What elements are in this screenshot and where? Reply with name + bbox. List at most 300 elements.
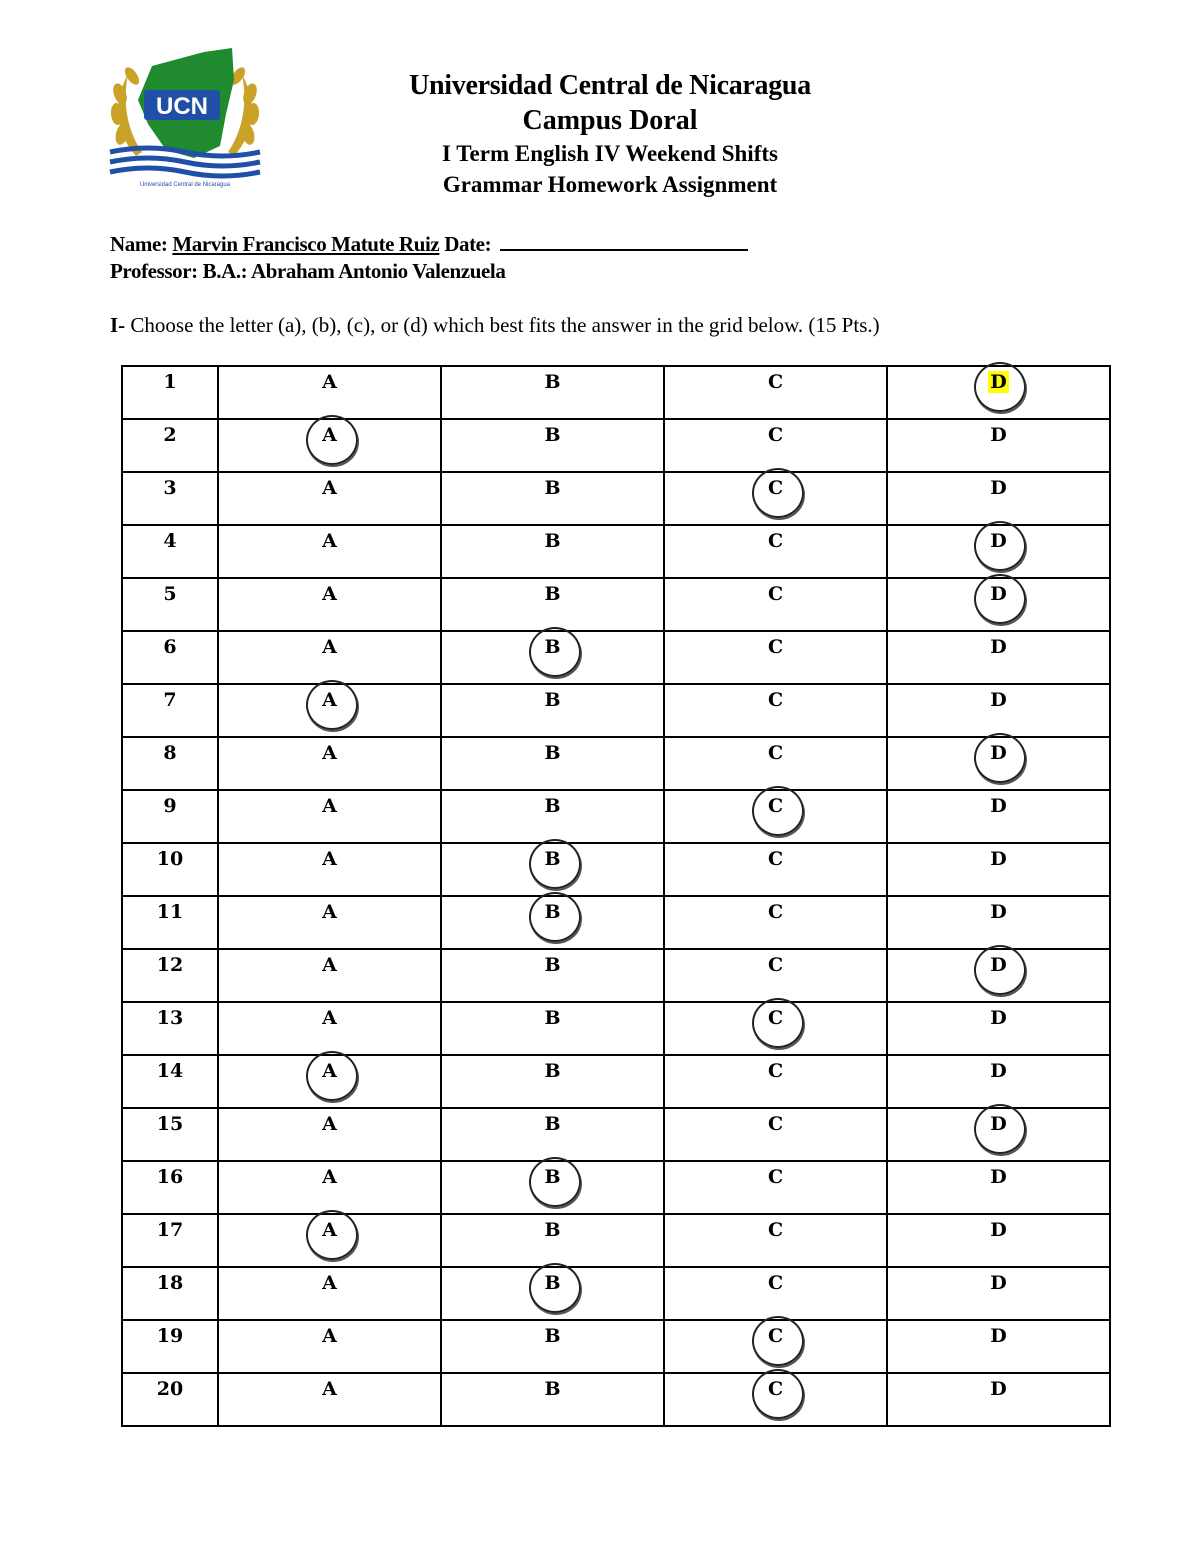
question-number-text: 13 — [156, 1007, 184, 1029]
option-letter: D — [990, 530, 1007, 552]
question-number-text: 17 — [156, 1219, 184, 1241]
wave-3 — [110, 168, 260, 176]
question-number-text: 7 — [163, 689, 177, 711]
option-d-cell[interactable] — [887, 366, 1110, 419]
option-a-cell[interactable] — [218, 631, 441, 684]
question-row — [122, 1108, 1110, 1161]
option-letter: A — [322, 689, 337, 711]
instruction — [110, 313, 880, 338]
option-mark — [544, 847, 560, 871]
option-d-cell[interactable] — [887, 419, 1110, 472]
question-number-text: 14 — [156, 1060, 184, 1082]
option-b-cell[interactable] — [441, 1267, 664, 1320]
instruction-text: Choose the letter (a), (b), (c), or (d) which best fits the answer in the grid below. (15 Pts.) — [130, 313, 880, 337]
option-mark — [322, 953, 337, 977]
option-mark — [544, 1271, 560, 1295]
option-d-cell[interactable] — [887, 1055, 1110, 1108]
option-mark — [768, 847, 783, 871]
answer-grid — [121, 365, 1111, 1427]
question-number — [122, 419, 218, 472]
option-d-cell[interactable] — [887, 1267, 1110, 1320]
wave-2 — [110, 158, 260, 166]
question-number-text: 3 — [163, 477, 177, 499]
option-mark — [322, 1112, 337, 1136]
option-c-cell[interactable] — [664, 737, 887, 790]
section-number: I- — [110, 313, 126, 337]
option-mark — [990, 900, 1006, 924]
question-number-text: 12 — [156, 954, 184, 976]
option-c-cell[interactable] — [664, 790, 887, 843]
question-number — [122, 896, 218, 949]
question-number — [122, 1320, 218, 1373]
question-number-text: 19 — [156, 1325, 184, 1347]
option-letter: D — [990, 1060, 1007, 1082]
option-mark — [768, 1112, 783, 1136]
question-number — [122, 1373, 218, 1426]
option-letter: A — [322, 1166, 337, 1188]
option-c-cell[interactable] — [664, 949, 887, 1002]
option-d-cell[interactable] — [887, 737, 1110, 790]
option-mark — [322, 1165, 337, 1189]
option-b-cell[interactable] — [441, 790, 664, 843]
option-letter: C — [767, 1113, 784, 1135]
option-mark — [768, 1377, 783, 1401]
option-letter: D — [990, 901, 1007, 923]
option-c-cell[interactable] — [664, 1214, 887, 1267]
option-mark — [544, 1112, 560, 1136]
option-letter: C — [767, 1007, 784, 1029]
question-number-text: 8 — [163, 742, 177, 764]
assignment-title: Grammar Homework Assignment — [442, 172, 778, 197]
option-mark — [322, 741, 337, 765]
campus-title: Campus Doral — [522, 105, 698, 136]
option-letter: A — [322, 477, 337, 499]
option-letter: D — [990, 954, 1007, 976]
option-letter: B — [544, 371, 561, 393]
option-mark — [768, 794, 783, 818]
logo-text: UCN — [156, 93, 208, 120]
option-mark — [322, 900, 337, 924]
question-row — [122, 1055, 1110, 1108]
option-letter: C — [767, 530, 784, 552]
question-number — [122, 1161, 218, 1214]
option-a-cell[interactable] — [218, 1320, 441, 1373]
option-mark — [990, 741, 1006, 765]
option-mark — [544, 1059, 560, 1083]
option-letter: D — [990, 1272, 1007, 1294]
option-letter: A — [322, 636, 337, 658]
option-letter: B — [544, 1113, 561, 1135]
option-letter: A — [322, 742, 337, 764]
option-letter: D — [990, 1113, 1007, 1135]
option-b-cell[interactable] — [441, 1161, 664, 1214]
option-letter: B — [544, 1272, 561, 1294]
option-c-cell[interactable] — [664, 1161, 887, 1214]
option-mark — [768, 476, 783, 500]
option-b-cell[interactable] — [441, 1055, 664, 1108]
option-mark — [544, 529, 560, 553]
question-row — [122, 896, 1110, 949]
question-row — [122, 949, 1110, 1002]
option-mark — [988, 370, 1008, 394]
option-mark — [990, 1377, 1006, 1401]
option-c-cell[interactable] — [664, 578, 887, 631]
option-mark — [322, 635, 337, 659]
option-mark — [768, 1165, 783, 1189]
question-row — [122, 1214, 1110, 1267]
option-letter: A — [322, 530, 337, 552]
option-b-cell[interactable] — [441, 578, 664, 631]
option-b-cell[interactable] — [441, 684, 664, 737]
option-letter: D — [990, 371, 1007, 393]
option-a-cell[interactable] — [218, 843, 441, 896]
name-label: Name: — [110, 232, 168, 256]
option-letter: D — [990, 848, 1007, 870]
option-letter: B — [544, 1325, 561, 1347]
question-number-text: 15 — [156, 1113, 184, 1135]
option-letter: D — [990, 742, 1007, 764]
question-row — [122, 843, 1110, 896]
option-mark — [544, 423, 560, 447]
option-letter: B — [544, 583, 561, 605]
option-letter: D — [990, 424, 1007, 446]
option-mark — [990, 1006, 1006, 1030]
professor-line — [110, 259, 505, 284]
option-a-cell[interactable] — [218, 472, 441, 525]
option-d-cell[interactable] — [887, 1108, 1110, 1161]
option-a-cell[interactable] — [218, 896, 441, 949]
option-a-cell[interactable] — [218, 790, 441, 843]
option-c-cell[interactable] — [664, 1267, 887, 1320]
name-line — [110, 231, 748, 257]
option-b-cell[interactable] — [441, 525, 664, 578]
question-row — [122, 737, 1110, 790]
option-mark — [768, 688, 783, 712]
option-b-cell[interactable] — [441, 1002, 664, 1055]
option-c-cell[interactable] — [664, 1002, 887, 1055]
option-mark — [990, 1324, 1006, 1348]
question-number — [122, 1214, 218, 1267]
question-row — [122, 790, 1110, 843]
option-mark — [544, 476, 560, 500]
option-c-cell[interactable] — [664, 1055, 887, 1108]
option-d-cell[interactable] — [887, 631, 1110, 684]
option-mark — [544, 1165, 560, 1189]
option-letter: D — [990, 1325, 1007, 1347]
option-letter: A — [322, 954, 337, 976]
option-mark — [768, 900, 783, 924]
option-letter: D — [990, 1166, 1007, 1188]
option-a-cell[interactable] — [218, 1161, 441, 1214]
option-d-cell[interactable] — [887, 790, 1110, 843]
question-number — [122, 1055, 218, 1108]
option-letter: B — [544, 954, 561, 976]
laurel-left — [110, 65, 142, 156]
option-c-cell[interactable] — [664, 896, 887, 949]
option-letter: D — [990, 477, 1007, 499]
option-mark — [544, 1218, 560, 1242]
option-letter: A — [322, 1113, 337, 1135]
option-c-cell[interactable] — [664, 1108, 887, 1161]
option-letter: C — [767, 424, 784, 446]
option-a-cell[interactable] — [218, 1373, 441, 1426]
option-letter: C — [767, 1060, 784, 1082]
option-letter: B — [544, 636, 561, 658]
option-d-cell[interactable] — [887, 896, 1110, 949]
option-d-cell[interactable] — [887, 843, 1110, 896]
option-mark — [322, 529, 337, 553]
option-mark — [322, 1218, 337, 1242]
option-letter: C — [767, 1378, 784, 1400]
option-letter: C — [767, 954, 784, 976]
option-mark — [544, 1324, 560, 1348]
option-d-cell[interactable] — [887, 1373, 1110, 1426]
option-a-cell[interactable] — [218, 419, 441, 472]
option-letter: D — [990, 1007, 1007, 1029]
option-mark — [768, 741, 783, 765]
option-b-cell[interactable] — [441, 419, 664, 472]
date-label: Date: — [444, 232, 492, 256]
option-mark — [768, 1218, 783, 1242]
option-mark — [544, 900, 560, 924]
option-mark — [990, 847, 1006, 871]
option-c-cell[interactable] — [664, 366, 887, 419]
question-row — [122, 1373, 1110, 1426]
option-letter: A — [322, 1272, 337, 1294]
option-d-cell[interactable] — [887, 578, 1110, 631]
option-d-cell[interactable] — [887, 949, 1110, 1002]
option-d-cell[interactable] — [887, 1320, 1110, 1373]
option-letter: C — [767, 371, 784, 393]
option-mark — [322, 1059, 337, 1083]
question-number-text: 10 — [156, 848, 184, 870]
option-mark — [768, 370, 783, 394]
university-title: Universidad Central de Nicaragua — [409, 70, 811, 101]
question-number-text: 16 — [156, 1166, 184, 1188]
option-b-cell[interactable] — [441, 1108, 664, 1161]
question-number-text: 9 — [163, 795, 177, 817]
option-mark — [544, 741, 560, 765]
option-a-cell[interactable] — [218, 737, 441, 790]
option-c-cell[interactable] — [664, 419, 887, 472]
option-b-cell[interactable] — [441, 472, 664, 525]
option-mark — [768, 1271, 783, 1295]
option-letter: A — [322, 1378, 337, 1400]
question-number-text: 4 — [163, 530, 177, 552]
option-mark — [322, 1271, 337, 1295]
option-mark — [322, 688, 337, 712]
option-c-cell[interactable] — [664, 472, 887, 525]
option-letter: B — [544, 424, 561, 446]
option-c-cell[interactable] — [664, 1373, 887, 1426]
option-b-cell[interactable] — [441, 1214, 664, 1267]
option-a-cell[interactable] — [218, 684, 441, 737]
option-mark — [768, 635, 783, 659]
option-mark — [990, 794, 1006, 818]
option-d-cell[interactable] — [887, 525, 1110, 578]
question-number-text: 2 — [163, 424, 177, 446]
question-row — [122, 1002, 1110, 1055]
question-number — [122, 472, 218, 525]
option-letter: B — [544, 795, 561, 817]
option-mark — [990, 476, 1006, 500]
option-letter: A — [322, 901, 337, 923]
option-mark — [768, 529, 783, 553]
option-letter: C — [767, 901, 784, 923]
question-number — [122, 1267, 218, 1320]
option-letter: C — [767, 477, 784, 499]
question-row — [122, 631, 1110, 684]
option-c-cell[interactable] — [664, 631, 887, 684]
question-row — [122, 1320, 1110, 1373]
option-mark — [322, 370, 337, 394]
option-letter: B — [544, 848, 561, 870]
question-row — [122, 1161, 1110, 1214]
option-letter: D — [990, 1219, 1007, 1241]
question-number-text: 1 — [163, 371, 177, 393]
option-mark — [768, 423, 783, 447]
option-mark — [768, 953, 783, 977]
option-d-cell[interactable] — [887, 1214, 1110, 1267]
question-number — [122, 843, 218, 896]
question-number — [122, 790, 218, 843]
option-b-cell[interactable] — [441, 631, 664, 684]
option-letter: A — [322, 424, 337, 446]
option-letter: C — [767, 795, 784, 817]
question-number-text: 11 — [156, 901, 184, 923]
question-number — [122, 737, 218, 790]
option-letter: B — [544, 477, 561, 499]
option-letter: B — [544, 901, 561, 923]
option-c-cell[interactable] — [664, 843, 887, 896]
option-mark — [990, 582, 1006, 606]
option-mark — [322, 1377, 337, 1401]
option-letter: A — [322, 795, 337, 817]
question-number — [122, 1108, 218, 1161]
option-b-cell[interactable] — [441, 366, 664, 419]
option-a-cell[interactable] — [218, 1214, 441, 1267]
option-mark — [544, 794, 560, 818]
option-letter: B — [544, 1378, 561, 1400]
option-b-cell[interactable] — [441, 1373, 664, 1426]
option-a-cell[interactable] — [218, 366, 441, 419]
option-letter: C — [767, 1325, 784, 1347]
option-d-cell[interactable] — [887, 684, 1110, 737]
option-letter: B — [544, 1007, 561, 1029]
option-letter: C — [767, 689, 784, 711]
option-c-cell[interactable] — [664, 1320, 887, 1373]
question-number-text: 20 — [156, 1378, 184, 1400]
option-a-cell[interactable] — [218, 1002, 441, 1055]
option-mark — [990, 1112, 1006, 1136]
option-mark — [768, 1324, 783, 1348]
question-row — [122, 684, 1110, 737]
option-c-cell[interactable] — [664, 684, 887, 737]
option-letter: C — [767, 1219, 784, 1241]
question-number-text: 5 — [163, 583, 177, 605]
option-d-cell[interactable] — [887, 1002, 1110, 1055]
option-a-cell[interactable] — [218, 578, 441, 631]
option-mark — [990, 635, 1006, 659]
option-mark — [544, 582, 560, 606]
option-letter: B — [544, 530, 561, 552]
professor-label: Professor: — [110, 259, 198, 283]
option-d-cell[interactable] — [887, 472, 1110, 525]
professor-name: B.A.: Abraham Antonio Valenzuela — [202, 259, 506, 283]
option-mark — [768, 1059, 783, 1083]
option-mark — [322, 794, 337, 818]
question-row — [122, 366, 1110, 419]
option-letter: D — [990, 1378, 1007, 1400]
question-number — [122, 631, 218, 684]
university-logo — [108, 44, 262, 194]
option-letter: B — [544, 1219, 561, 1241]
option-letter: C — [767, 1166, 784, 1188]
option-d-cell[interactable] — [887, 1161, 1110, 1214]
option-c-cell[interactable] — [664, 525, 887, 578]
logo-caption: Universidad Central de Nicaragua — [139, 182, 231, 188]
option-mark — [990, 529, 1006, 553]
option-letter: B — [544, 742, 561, 764]
term-title: I Term English IV Weekend Shifts — [442, 141, 778, 166]
option-letter: A — [322, 1325, 337, 1347]
option-mark — [990, 953, 1006, 977]
option-mark — [990, 423, 1006, 447]
option-letter: B — [544, 1060, 561, 1082]
option-letter: B — [544, 689, 561, 711]
option-a-cell[interactable] — [218, 1267, 441, 1320]
question-number — [122, 366, 218, 419]
option-mark — [322, 1006, 337, 1030]
option-mark — [544, 688, 560, 712]
question-number — [122, 684, 218, 737]
option-b-cell[interactable] — [441, 896, 664, 949]
option-letter: A — [322, 1007, 337, 1029]
option-a-cell[interactable] — [218, 1055, 441, 1108]
option-letter: C — [767, 636, 784, 658]
question-number — [122, 525, 218, 578]
option-a-cell[interactable] — [218, 949, 441, 1002]
question-row — [122, 578, 1110, 631]
question-row — [122, 472, 1110, 525]
question-number-text: 6 — [163, 636, 177, 658]
option-letter: C — [767, 1272, 784, 1294]
option-letter: C — [767, 848, 784, 870]
student-name: Marvin Francisco Matute Ruiz — [172, 232, 440, 256]
option-letter: A — [322, 371, 337, 393]
option-a-cell[interactable] — [218, 1108, 441, 1161]
option-b-cell[interactable] — [441, 737, 664, 790]
option-letter: A — [322, 848, 337, 870]
option-mark — [544, 953, 560, 977]
option-mark — [544, 370, 560, 394]
option-b-cell[interactable] — [441, 949, 664, 1002]
option-mark — [322, 476, 337, 500]
option-a-cell[interactable] — [218, 525, 441, 578]
option-mark — [768, 582, 783, 606]
option-mark — [322, 582, 337, 606]
question-number — [122, 1002, 218, 1055]
option-letter: D — [990, 689, 1007, 711]
option-mark — [322, 423, 337, 447]
option-b-cell[interactable] — [441, 843, 664, 896]
option-mark — [990, 1271, 1006, 1295]
option-mark — [768, 1006, 783, 1030]
option-letter: A — [322, 1219, 337, 1241]
date-blank — [500, 231, 748, 251]
question-number — [122, 578, 218, 631]
option-b-cell[interactable] — [441, 1320, 664, 1373]
